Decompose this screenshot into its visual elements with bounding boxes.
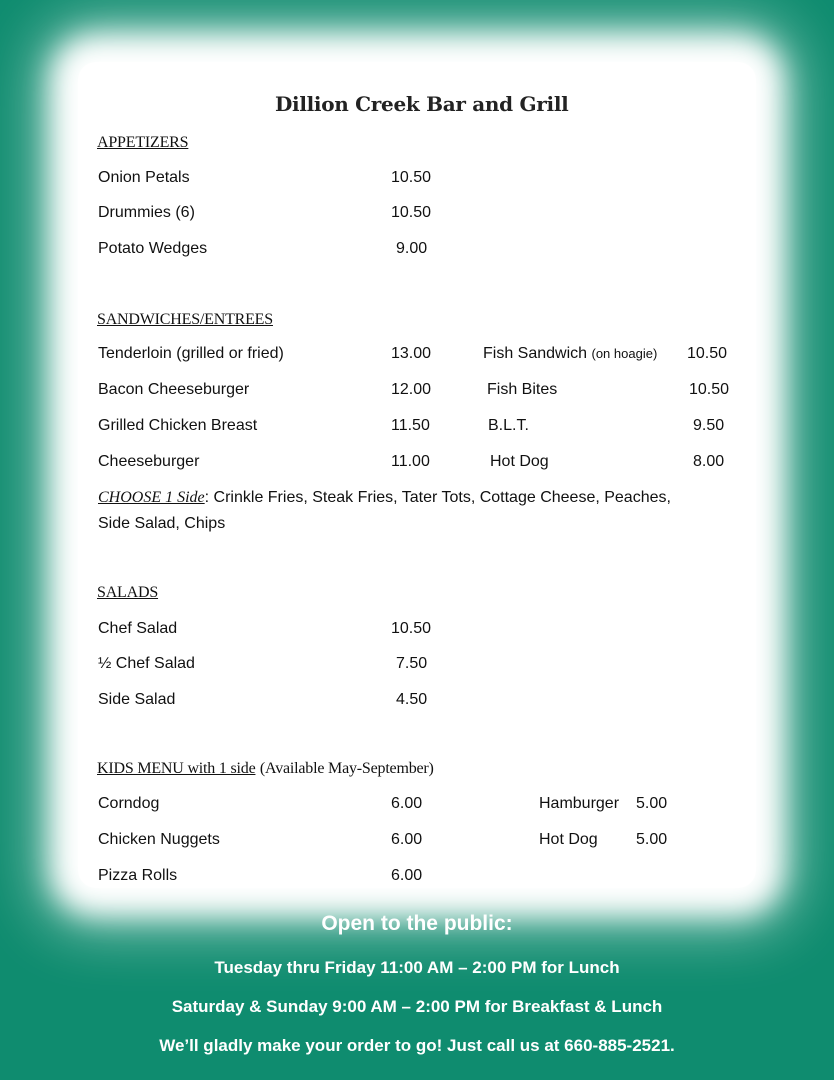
salad-price: 7.50 [396, 655, 428, 672]
sandwich-name: Cheeseburger [98, 453, 200, 470]
appetizer-name: Onion Petals [98, 169, 190, 186]
appetizers-heading: APPETIZERS [97, 134, 189, 151]
sandwich-price: 9.50 [693, 417, 725, 434]
salads-heading: SALADS [97, 584, 159, 601]
choose-side-options-continued: Side Salad, Chips [98, 515, 226, 532]
sandwich-name: Bacon Cheeseburger [98, 381, 250, 398]
salad-price: 10.50 [391, 620, 432, 637]
sandwiches-heading: SANDWICHES/ENTREES [97, 311, 273, 328]
kids-item-price: 5.00 [636, 795, 668, 812]
sandwich-name-text: Fish Sandwich [483, 345, 588, 362]
sandwich-name: Grilled Chicken Breast [98, 417, 258, 434]
kids-item-name: Hamburger [539, 795, 620, 812]
choose-side-options: : Crinkle Fries, Steak Fries, Tater Tots, Cottage Cheese, Peaches, [204, 489, 671, 506]
sandwich-price: 13.00 [391, 345, 432, 362]
kids-item-name: Pizza Rolls [98, 867, 178, 884]
sandwich-name: Hot Dog [490, 453, 549, 470]
appetizer-price: 10.50 [391, 204, 432, 221]
sandwich-name: Tenderloin (grilled or fried) [98, 345, 284, 362]
weekend-hours: Saturday & Sunday 9:00 AM – 2:00 PM for Breakfast & Lunch [171, 997, 663, 1016]
kids-item-name: Chicken Nuggets [98, 831, 220, 848]
restaurant-title: Dillion Creek Bar and Grill [275, 92, 569, 116]
sandwich-name: B.L.T. [488, 417, 529, 434]
salad-name: ½ Chef Salad [98, 655, 195, 672]
kids-item-price: 6.00 [391, 795, 423, 812]
kids-item-price: 5.00 [636, 831, 668, 848]
kids-menu-availability: (Available May-September) [259, 760, 434, 777]
kids-menu-heading: KIDS MENU with 1 side [97, 760, 256, 777]
sandwich-note: (on hoagie) [591, 346, 658, 361]
sandwich-price: 11.50 [391, 417, 430, 434]
weekday-hours: Tuesday thru Friday 11:00 AM – 2:00 PM for Lunch [214, 958, 620, 977]
hours-heading: Open to the public: [321, 912, 513, 935]
choose-side-label: CHOOSE 1 Side [98, 489, 205, 506]
sandwich-name [483, 345, 657, 363]
sandwich-price: 10.50 [687, 345, 728, 362]
choose-side-line [98, 489, 671, 507]
sandwich-price: 10.50 [689, 381, 730, 398]
kids-item-price: 6.00 [391, 831, 423, 848]
kids-item-name: Hot Dog [539, 831, 598, 848]
sandwich-price: 12.00 [391, 381, 432, 398]
salad-price: 4.50 [396, 691, 428, 708]
phone-order-info: We’ll gladly make your order to go! Just call us at 660-885-2521. [159, 1036, 675, 1055]
kids-menu-heading-row [97, 760, 434, 778]
kids-item-price: 6.00 [391, 867, 423, 884]
sandwich-price: 8.00 [693, 453, 725, 470]
kids-item-name: Corndog [98, 795, 160, 812]
sandwich-price: 11.00 [391, 453, 430, 470]
appetizer-price: 9.00 [396, 240, 428, 257]
salad-name: Chef Salad [98, 620, 178, 637]
appetizer-name: Drummies (6) [98, 204, 195, 221]
sandwich-name: Fish Bites [487, 381, 558, 398]
salad-name: Side Salad [98, 691, 176, 708]
appetizer-name: Potato Wedges [98, 240, 208, 257]
appetizer-price: 10.50 [391, 169, 432, 186]
